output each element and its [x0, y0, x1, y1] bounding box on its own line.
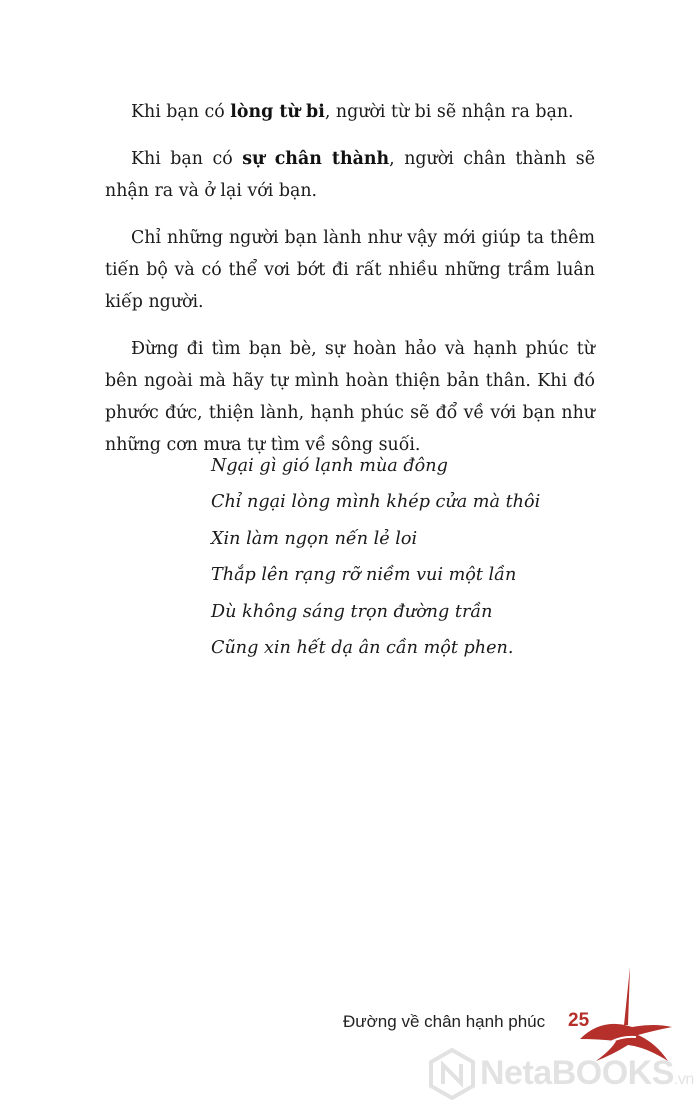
bold-phrase: sự chân thành — [242, 149, 390, 169]
paragraph-3: Chỉ những người bạn lành như vậy mới giúp ta thêm tiến bộ và có thể vơi bớt đi rất nhiều những trầm luân kiếp người. — [105, 228, 595, 312]
poem-line: Chỉ ngại lòng mình khép cửa mà thôi — [211, 492, 541, 513]
poem-line: Dù không sáng trọn đường trần — [211, 601, 493, 622]
paragraph-2: Khi bạn có sự chân thành, người chân thành sẽ nhận ra và ở lại với bạn. — [105, 149, 596, 201]
footer-book-title: Đường về chân hạnh phúc — [343, 1012, 546, 1031]
paragraph-4: Đừng đi tìm bạn bè, sự hoàn hảo và hạnh phúc từ bên ngoài mà hãy tự mình hoàn thiện bản thân. Khi đó phước đức, thiện lành, hạnh phúc sẽ đổ về với bạn như những cơn mưa tự tìm về sông suối. — [105, 339, 595, 455]
poem-line: Ngại gì gió lạnh mùa đông — [211, 456, 448, 476]
poem-line: Cũng xin hết dạ ân cần một phen. — [211, 638, 514, 659]
page-number: 25 — [568, 1010, 590, 1031]
bold-phrase: lòng từ bi — [230, 102, 325, 122]
poem — [211, 448, 540, 666]
paragraph-1: Khi bạn có lòng từ bi, người từ bi sẽ nhận ra bạn. — [131, 102, 574, 122]
watermark — [428, 1046, 698, 1106]
poem-line: Xin làm ngọn nến lẻ loi — [211, 528, 418, 549]
body-text — [105, 96, 595, 476]
netabooks-logo-icon — [428, 1048, 476, 1100]
poem-line: Thắp lên rạng rỡ niềm vui một lần — [211, 565, 517, 586]
watermark-text: NetaBOOKS.vn — [480, 1054, 694, 1092]
